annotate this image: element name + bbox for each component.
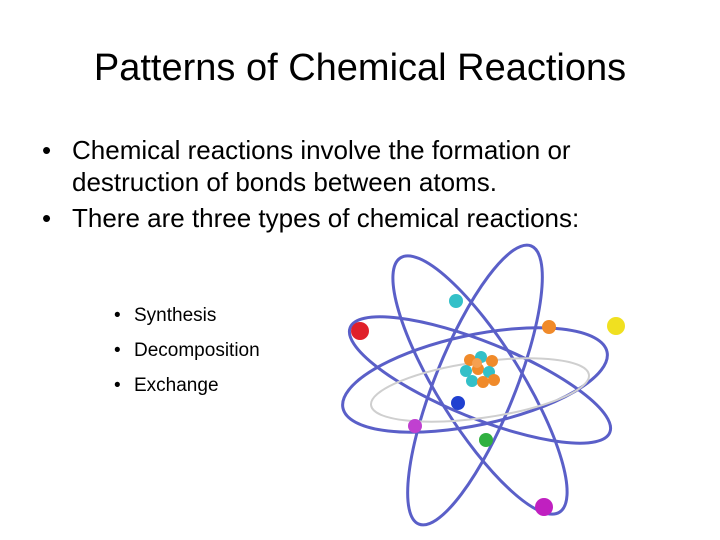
bullet-glyph: •	[114, 340, 121, 361]
orbit-ring	[365, 240, 595, 534]
bullet-glyph: •	[42, 135, 52, 165]
electron	[408, 419, 422, 433]
bullet-glyph: •	[114, 375, 121, 396]
sub-bullet-item	[114, 368, 260, 403]
sub-bullet-item	[114, 333, 260, 368]
bullet-glyph: •	[114, 305, 121, 326]
bullet-glyph: •	[42, 203, 52, 233]
electron	[607, 317, 625, 335]
electron	[479, 433, 493, 447]
sub-bullet-item	[114, 298, 260, 333]
sub-bullet-text: Exchange	[134, 375, 219, 396]
bullet-text: There are three types of chemical reactions:	[72, 203, 580, 233]
electron	[451, 396, 465, 410]
electron	[351, 322, 369, 340]
electron	[542, 320, 556, 334]
bullet-list	[38, 134, 678, 238]
sub-bullet-text: Decomposition	[134, 340, 260, 361]
sub-bullet-list	[114, 298, 260, 403]
bullet-item	[38, 134, 678, 198]
electron	[449, 294, 463, 308]
bullet-text: Chemical reactions involve the formation or destruction of bonds between atoms.	[72, 135, 571, 197]
electron	[535, 498, 553, 516]
bullet-item	[38, 202, 678, 234]
atom-model-icon	[340, 240, 640, 540]
sub-bullet-text: Synthesis	[134, 305, 217, 326]
nucleus	[460, 351, 500, 388]
slide-title: Patterns of Chemical Reactions	[93, 47, 627, 89]
